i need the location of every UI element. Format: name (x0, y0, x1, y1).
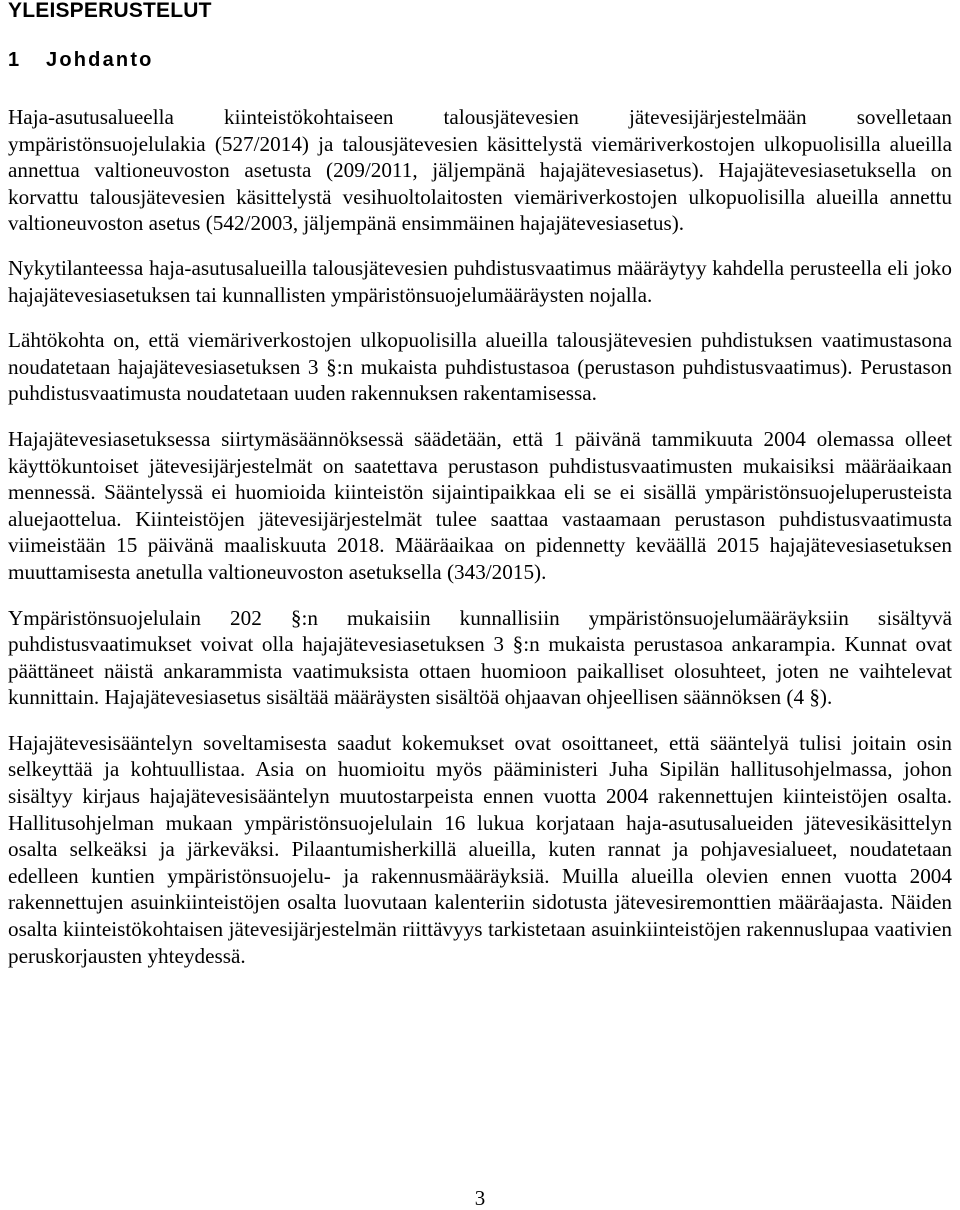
paragraph-4: Hajajätevesiasetuksessa siirtymäsäännöksessä säädetään, että 1 päivänä tammikuuta 2004 olemassa olleet käyttökuntoiset jätevesijärjestelmät on saatettava perustason puhdistusvaatimusten mukaisiksi määräaikaan mennessä. Sääntelyssä ei huomioida kiinteistön sijaintipaikkaa eli se ei sisällä ympäristönsuojeluperusteista aluejaottelua. Kiinteistöjen jätevesijärjestelmät tulee saattaa vastaamaan perustason puhdistusvaatimusta viimeistään 15 päivänä maaliskuuta 2018. Määräaikaa on pidennetty keväällä 2015 hajajätevesiasetuksen muuttamisesta anetulla valtioneuvoston asetuksella (343/2015). (8, 426, 952, 584)
document-page (8, 0, 952, 969)
paragraph-2: Nykytilanteessa haja-asutusalueilla talousjätevesien puhdistusvaatimus määräytyy kahdella perusteella eli joko hajajätevesiasetuksen tai kunnallisten ympäristönsuojelumääräysten nojalla. (8, 255, 952, 307)
section-heading (8, 48, 952, 72)
section-title: Johdanto (46, 49, 154, 71)
paragraph-1: Haja-asutusalueella kiinteistökohtaiseen talousjätevesien jätevesijärjestelmään sovelletaan ympäristönsuojelulakia (527/2014) ja talousjätevesien käsittelystä viemäriverkostojen ulkopuolisilla alueilla annettua valtioneuvoston asetusta (209/2011, jäljempänä hajajätevesiasetus). Hajajätevesiasetuksella on korvattu talousjätevesien käsittelystä vesihuoltolaitosten viemäriverkostojen ulkopuolisilla alueilla annettu valtioneuvoston asetus (542/2003, jäljempänä ensimmäinen hajajätevesiasetus). (8, 105, 952, 236)
page-number: 3 (474, 1186, 486, 1210)
section-number: 1 (8, 49, 20, 71)
document-header: YLEISPERUSTELUT (8, 0, 212, 22)
paragraph-5: Ympäristönsuojelulain 202 §:n mukaisiin kunnallisiin ympäristönsuojelumääräyksiin sisältyvä puhdistusvaatimukset voivat olla hajajätevesiasetuksen 3 §:n mukaista perustasoa ankarampia. Kunnat ovat päättäneet näistä ankarammista vaatimuksista ottaen huomioon paikalliset olosuhteet, joten ne vaihtelevat kunnittain. Hajajätevesiasetus sisältää määräysten sisältöä ohjaavan ohjeellisen säännöksen (4 §). (8, 605, 952, 710)
paragraph-3: Lähtökohta on, että viemäriverkostojen ulkopuolisilla alueilla talousjätevesien puhdistuksen vaatimustasona noudatetaan hajajätevesiasetuksen 3 §:n mukaista puhdistustasoa (perustason puhdistusvaatimus). Perustason puhdistusvaatimusta noudatetaan uuden rakennuksen rakentamisessa. (8, 328, 952, 406)
paragraph-6: Hajajätevesisääntelyn soveltamisesta saadut kokemukset ovat osoittaneet, että sääntelyä tulisi joitain osin selkeyttää ja kohtuullistaa. Asia on huomioitu myös pääministeri Juha Sipilän hallitusohjelmassa, johon sisältyy kirjaus hajajätevesisääntelyn muutostarpeista ennen vuotta 2004 rakennettujen kiinteistöjen osalta. Hallitusohjelman mukaan ympäristönsuojelulain 16 lukua korjataan haja-asutusalueiden jätevesikäsittelyn osalta selkeäksi ja järkeväksi. Pilaantumisherkillä alueilla, kuten rannat ja pohjavesialueet, noudatetaan edelleen kuntien ympäristönsuojelu- ja rakennusmääräyksiä. Muilla alueilla olevien ennen vuotta 2004 rakennettujen asuinkiinteistöjen osalta luovutaan kalenteriin sidotusta jätevesiremonttien määräajasta. Näiden osalta kiinteistökohtaisen jätevesijärjestelmän riittävyys tarkistetaan asuinkiinteistöjen rakennuslupaa vaativien peruskorjausten yhteydessä. (8, 730, 952, 968)
